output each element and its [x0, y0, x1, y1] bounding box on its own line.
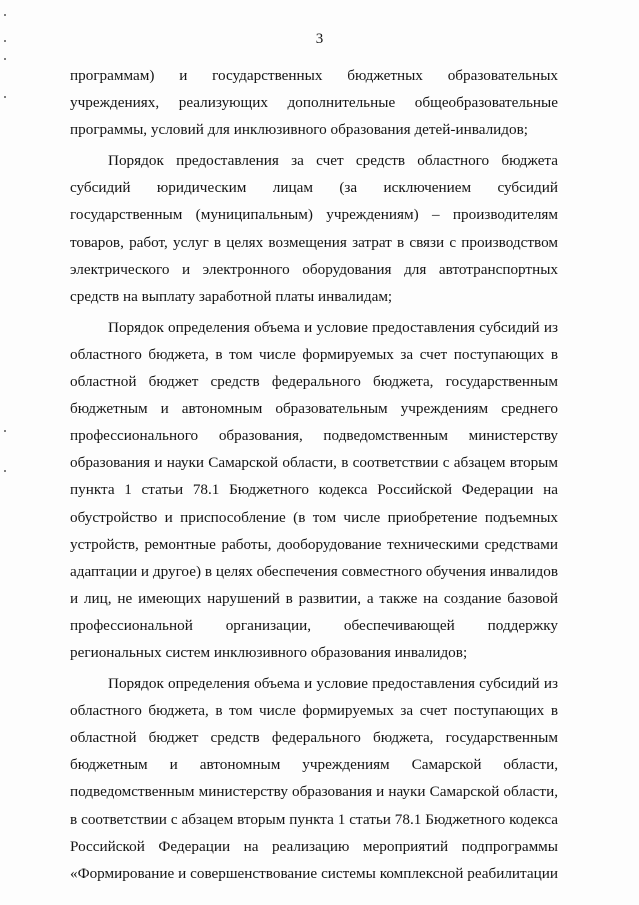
text-line: профессионального образования, подведомственным министерству: [70, 427, 558, 445]
text-line: областного бюджета, в том числе формируемых за счет поступающих в: [70, 702, 558, 720]
text-line: Порядок определения объема и условие предоставления субсидий из: [108, 675, 558, 693]
text-line: региональных систем инклюзивного образования инвалидов;: [70, 643, 468, 661]
paragraph-1: [70, 62, 558, 143]
text-line: бюджетным и автономным учреждениям Самарской области,: [70, 756, 558, 774]
text-line: областного бюджета, в том числе формируемых за счет поступающих в: [70, 345, 558, 363]
text-line: областной бюджет средств федерального бюджета, государственным: [70, 729, 558, 747]
text-line: Порядок предоставления за счет средств областного бюджета: [108, 152, 558, 170]
text-line: образования и науки Самарской области, в соответствии с абзацем вторым: [70, 454, 558, 472]
text-line: в соответствии с абзацем вторым пункта 1 статьи 78.1 Бюджетного кодекса: [70, 810, 558, 828]
text-line: адаптации и другое) в целях обеспечения совместного обучения инвалидов: [70, 562, 558, 580]
text-line: и лиц, не имеющих нарушений в развитии, а также на создание базовой: [70, 589, 558, 607]
text-line: субсидий юридическим лицам (за исключением субсидий: [70, 179, 558, 197]
binding-marks: [0, 0, 14, 905]
text-line: Порядок определения объема и условие предоставления субсидий из: [108, 318, 558, 336]
text-line: учреждениях, реализующих дополнительные общеобразовательные: [70, 94, 558, 112]
text-line: обустройство и приспособление (в том числе приобретение подъемных: [70, 508, 558, 526]
text-line: электрического и электронного оборудования для автотранспортных: [70, 260, 558, 278]
document-body: [70, 62, 558, 887]
text-line: профессиональной организации, обеспечивающей поддержку: [70, 616, 558, 634]
text-line: «Формирование и совершенствование системы комплексной реабилитации: [70, 864, 558, 882]
page-number: 3: [315, 31, 324, 47]
paragraph-3: [70, 314, 558, 666]
text-line: государственным (муниципальным) учреждениям) – производителям: [70, 206, 558, 224]
text-line: товаров, работ, услуг в целях возмещения затрат в связи с производством: [70, 233, 558, 251]
text-line: программы, условий для инклюзивного образования детей-инвалидов;: [70, 121, 528, 139]
text-line: программам) и государственных бюджетных образовательных: [70, 67, 558, 84]
text-line: подведомственным министерству образования и науки Самарской области,: [70, 783, 558, 801]
text-line: областной бюджет средств федерального бюджета, государственным: [70, 373, 558, 391]
text-line: Российской Федерации на реализацию мероприятий подпрограммы: [70, 837, 558, 855]
text-line: средств на выплату заработной платы инвалидам;: [70, 287, 393, 305]
text-line: бюджетным и автономным образовательным учреждениям среднего: [70, 400, 558, 418]
paragraph-4: [70, 670, 558, 887]
text-line: пункта 1 статьи 78.1 Бюджетного кодекса Российской Федерации на: [70, 481, 558, 499]
paragraph-2: [70, 147, 558, 310]
text-line: устройств, ремонтные работы, дооборудование техническими средствами: [70, 535, 558, 553]
